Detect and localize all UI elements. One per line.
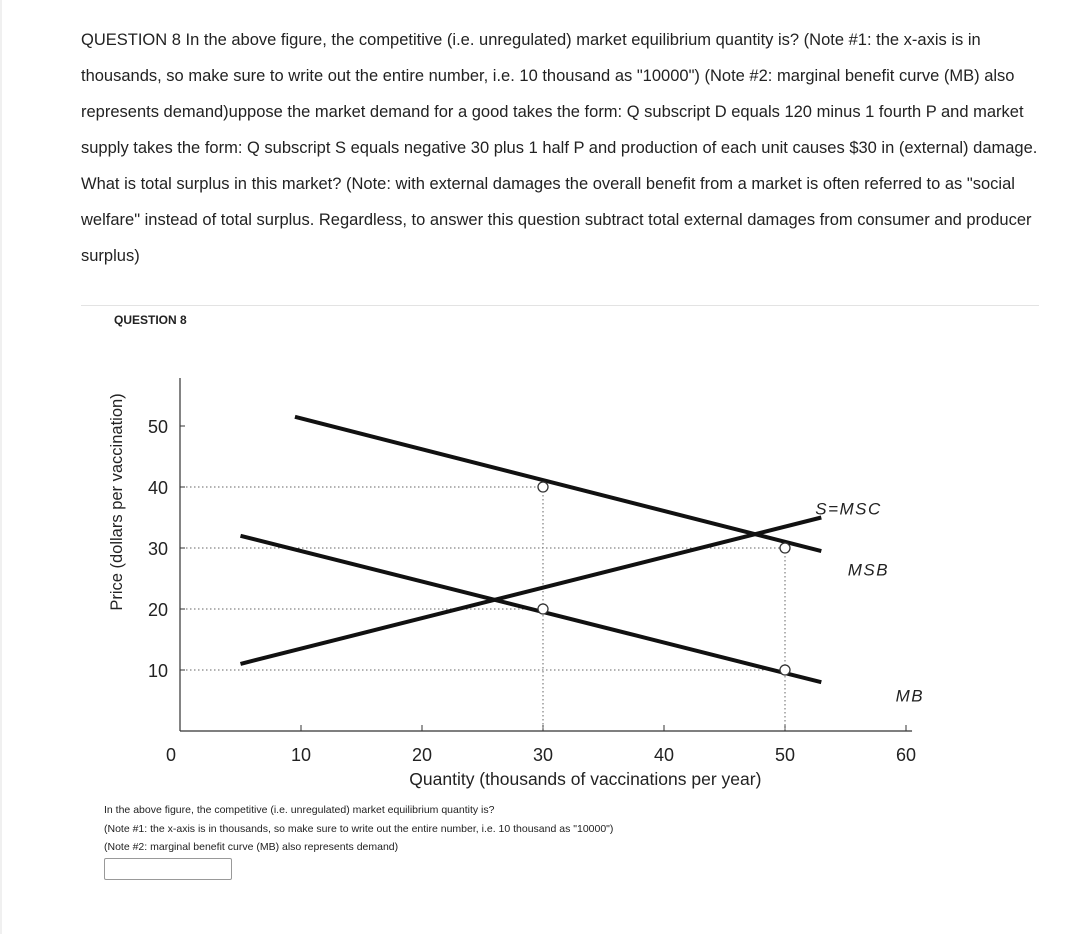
figure-note-3: (Note #2: marginal benefit curve (MB) also represents demand): [104, 841, 399, 853]
x-tick-label: 40: [653, 745, 675, 765]
equilibrium-point: [538, 482, 548, 492]
y-tick-label: 40: [147, 478, 168, 498]
equilibrium-point: [538, 604, 548, 614]
y-tick-label: 20: [147, 600, 168, 620]
y-tick-label: 30: [147, 539, 168, 559]
question-text: QUESTION 8 In the above figure, the competitive (i.e. unregulated) market equilibrium quantity is? (Note #1: the x-axis is in thousands, so make sure to write out the entire number, i.e. 10 thousand as "10000") (Note #2: marginal benefit curve (MB) also represents demand)uppose the market demand for a good takes the form: Q subscript D equals 120 minus 1 fourth P and market supply takes the form: Q subscript S equals negative 30 plus 1 half P and production of each unit causes $30 in (external) damage. What is total surplus in this market? (Note: with external damages the overall benefit from a market is often referred to as "social welfare" instead of total surplus. Regardless, to answer this question subtract total external damages from consumer and producer surplus): [81, 31, 1038, 265]
y-axis-title: Price (dollars per vaccination): [108, 393, 126, 611]
x-tick-label: 50: [774, 745, 796, 765]
curve-label: S=MSC: [815, 499, 882, 519]
curve-mb: [241, 536, 822, 682]
y-tick-label: 10: [147, 661, 168, 681]
equilibrium-point: [780, 543, 790, 553]
x-tick-label: 10: [290, 745, 312, 765]
figure-note-1: In the above figure, the competitive (i.e. unregulated) market equilibrium quantity is?: [104, 804, 495, 816]
x-tick-label: 30: [532, 745, 554, 765]
x-axis-title: Quantity (thousands of vaccinations per year): [409, 769, 762, 789]
curve-msb: [295, 417, 821, 551]
curve-label: MB: [895, 686, 925, 706]
figure-note-2: (Note #1: the x-axis is in thousands, so make sure to write out the entire number, i.e. 10 thousand as "10000"): [104, 823, 614, 835]
x-tick-label: 20: [411, 745, 433, 765]
question-label: QUESTION 8: [114, 313, 187, 327]
equilibrium-point: [780, 665, 790, 675]
x-tick-label: 0: [165, 745, 177, 765]
curve-label: MSB: [847, 560, 890, 580]
y-tick-label: 50: [147, 417, 168, 437]
curve-s-msc: [241, 518, 822, 664]
answer-input[interactable]: [104, 858, 232, 880]
x-tick-label: 60: [895, 745, 917, 765]
